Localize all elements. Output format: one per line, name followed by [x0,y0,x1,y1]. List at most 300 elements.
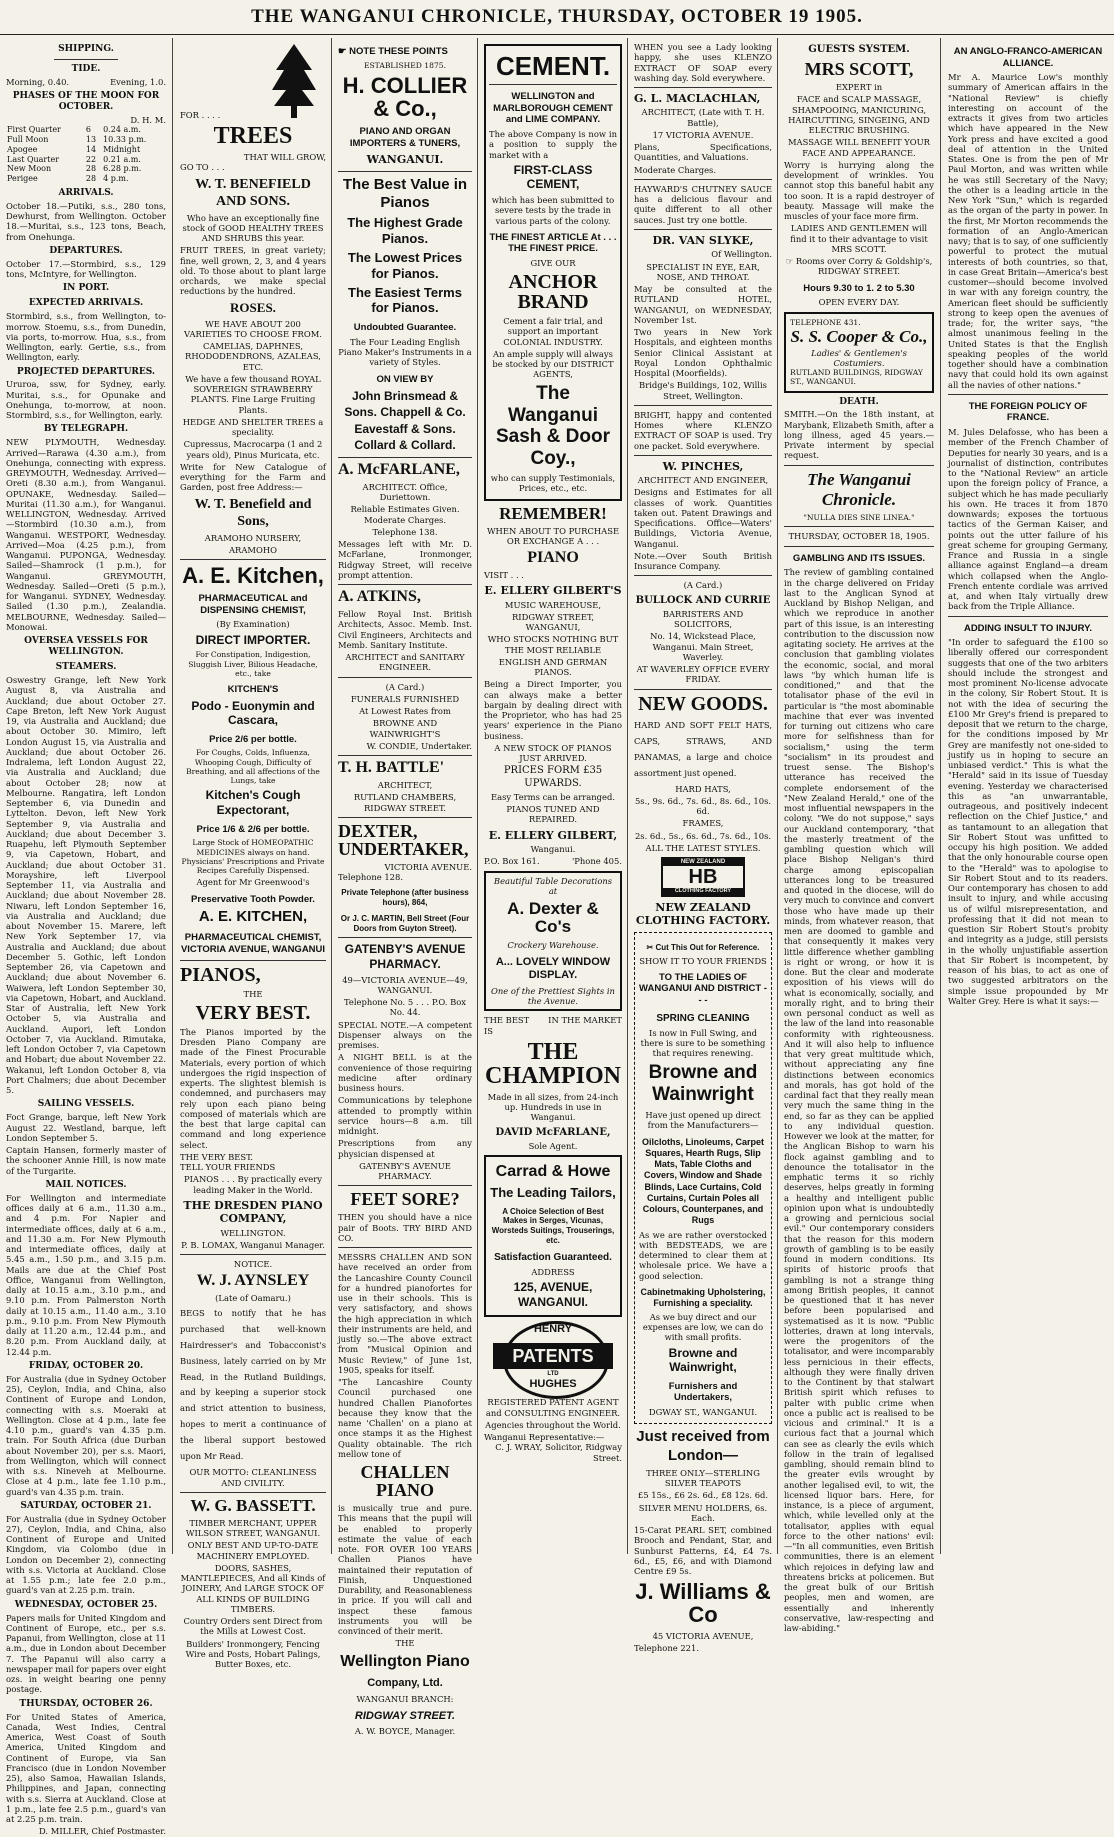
section-heading: SHIPPING. [58,44,114,54]
ad-headline: CHALLEN PIANO [360,1462,450,1501]
article-heading: AN ANGLO-FRANCO-AMERICAN ALLIANCE. [953,46,1103,69]
ad-text: Telephone 221. [634,1642,699,1653]
ad-headline: W. G. BASSETT. [190,1495,316,1515]
ad-headline: John Brinsmead & Sons. Chappell & Co. Eavestaff & Sons. Collard & Collard. [344,389,466,452]
logo-text: LTD [547,1371,559,1378]
ad-headline: Browne and Wainwright [648,1061,758,1106]
ad-text: MUSIC WAREHOUSE, [504,599,602,610]
ad-text: THREE ONLY—STERLING SILVER TEAPOTS [646,1467,760,1489]
ad-subhead: Price 2/6 per bottle. [209,733,297,745]
ad-text: THE BEST [484,1015,530,1026]
ad-text: Plans, Specifications, Quantities, and Valuations. [634,142,772,163]
section-heading: SAILING VESSELS. [37,1099,135,1110]
paragraph: Papers mails for United Kingdom and Continent of Europe, etc., per s.s. Papanui, from Wellington, close at 11 a.m., due in London about December 7. The Papanui will also carry a newspaper mail for papers over eight ozs. in weight bearing one penny postage. [6,1612,166,1695]
ad-text: Of Wellington. [711,249,772,260]
dexter-advert [484,871,622,1012]
ad-text: Telephone 128. [338,872,403,883]
tide-times [6,77,166,87]
ad-headline: CEMENT. [495,51,611,81]
ad-text: 15-Carat PEARL SET, combined Brooch and Pendant, Star, and Sunburst Patterns, £4, £4 7s. 6d., £5, £6, and with Diamond Centre £9 5s. [634,1525,772,1577]
ad-headline: MRS SCOTT, [804,59,914,80]
section-heading: WEDNESDAY, OCTOBER 25. [14,1599,158,1610]
ad-subhead: SPRING CLEANING [656,1012,750,1024]
column-rule [172,38,173,1554]
cooper-advert [784,312,934,393]
ad-headline: The Leading Tailors, [490,1184,616,1200]
ad-text: HEDGE AND SHELTER TREES a speciality. [182,416,324,438]
ad-text: GATENBY'S AVENUE PHARMACY. [359,1160,451,1182]
ad-text: OUR MOTTO: CLEANLINESS AND CIVILITY. [189,1467,317,1488]
ad-headline: W. PINCHES, [662,459,744,473]
article-heading: THE FOREIGN POLICY OF FRANCE. [968,400,1088,424]
column-rule [331,38,332,1554]
moon-columns: D. H. M. [130,115,166,126]
ad-text: Beautiful Table Decorations at [493,875,613,896]
ad-text: THE VERY BEST. [180,1151,254,1162]
ad-text: THEN you should have a nice pair of Boots. TRY BIRD AND CO. [338,1212,472,1243]
ad-text: OPEN EVERY DAY. [818,297,900,308]
ad-text: GO TO . . . [180,162,225,173]
ad-text: Country Orders sent Direct from the Mills at Lowest Cost. [183,1616,323,1637]
section-heading: BY TELEGRAPH. [43,424,129,435]
ad-headline: DIRECT IMPORTER. [195,632,311,647]
editorial-date: THURSDAY, OCTOBER 18, 1905. [788,531,930,542]
ad-headline: Carrad & Howe [495,1162,611,1180]
ad-text: RUTLAND BUILDINGS, RIDGWAY ST., WANGANUI. [790,368,923,387]
ad-text: BROWNE AND WAINWRIGHT'S [369,718,441,739]
ad-text: 49—VICTORIA AVENUE—49, WANGANUI. [342,974,468,995]
ad-text: NOTICE. [233,1259,273,1270]
ad-headline: THE CHAMPION [485,1038,621,1089]
table-row: First Quarter 6 0.24 a.m. [7,125,141,135]
masthead: THE WANGANUI CHRONICLE, THURSDAY, OCTOBER 19 1905. [0,0,1114,35]
ad-text: FACE and SCALP MASSAGE, SHAMPOOING, MANICURING, HAIRCUTTING, SINGEING, AND ELECTRIC BRUSHING. [788,94,930,136]
ad-text: Ladies' & Gentlemen's Costumiers. [811,347,907,368]
ad-text: 2s. 6d., 5s., 6s. 6d., 7s. 6d., 10s. [634,830,772,841]
section-heading: FRIDAY, OCTOBER 20. [28,1360,144,1371]
ad-text: A. W. BOYCE, Manager. [354,1726,456,1737]
ad-text: DOORS, SASHES, MANTLEPIECES, And all Kinds of JOINERY, And LARGE STOCK OF ALL KINDS OF BUILDING TIMBERS. [180,1562,326,1614]
ad-headline: BULLOCK AND CURRIE [635,594,771,606]
ad-text: FRUIT TREES, in great variety; fine, well grown, 2, 3, and 4 years old. To those about to plant large orchards, we make special reductions by the hundred. [180,245,326,297]
ad-text: Messages left with Mr. D. McFarlane, Ironmonger, Ridgway Street, will receive prompt attention. [338,539,472,580]
ad-headline: GUESTS SYSTEM. [808,44,910,55]
ad-headline: DR. VAN SLYKE, [652,233,754,247]
ad-text: Note.—Over South British Insurance Company. [634,550,772,572]
ad-text: Designs and Estimates for all classes of work. Quantities taken out. Patent Drawings and Specifications. Office—Waters' Buildings, Victoria Avenue, Wanganui. [634,487,772,549]
ad-headline: ANCHOR BRAND [508,271,598,314]
ad-text: 17 VICTORIA AVENUE. [652,129,754,140]
ad-text: Have just opened up direct from the Manufacturers— [645,1110,761,1131]
ad-headline: ROSES. [230,299,276,315]
ad-text: is musically true and pure. This means that the pupil will be enabled to properly estimate the value of each note. FOR OVER 100 YEARS Challen Pianos have maintained their reputation of Finish, Unquestioned Durability, and Reasonableness in price. If you will call and inspect these famous instruments you will be convinced of their merit. [338,1503,472,1637]
column-rule [940,38,941,1554]
ad-headline: PIANO [527,549,579,567]
ad-text: BEGS to notify that he has purchased that well-known Hairdresser's and Tobacconist's Business, lately carried on by Mr Read, in the Rutland Buildings, and by keeping a superior stock and strict attention to business, hopes to merit a continuance of the liberal support bestowed upon Mr Read. [180,1307,326,1462]
ad-text: P. B. LOMAX, Wanganui Manager. [181,1239,325,1250]
ad-text: P.O. Box 161. [484,856,540,867]
ad-text: PRICES FORM £35 UPWARDS. [503,765,603,789]
ad-subhead: Preservative Tooth Powder. [191,893,315,905]
ad-text: Crockery Warehouse. [507,939,599,950]
ad-headline: The Best Value in Pianos [342,175,468,211]
ad-text: ENGLISH AND GERMAN PIANOS. [498,656,608,678]
newspaper-motto: "NULLA DIES SINE LINEA." [803,513,915,523]
ad-subhead: ✂ Cut This Out for Reference. [646,942,760,952]
ad-headline: Browne and Wainwright, [668,1345,738,1375]
ad-text: PIANOS . . . By practically every leading Maker in the World. [183,1174,322,1195]
shipping-column [2,40,170,1837]
ad-subhead: PIANO AND ORGAN IMPORTERS & TUNERS, [349,126,461,149]
ad-subhead: Undoubted Guarantee. [353,322,457,334]
newspaper-nameplate: The Wanganui Chronicle. [807,469,911,510]
ad-text: Easy Terms can be arranged. [490,791,616,802]
ad-text: W. CONDIE, Undertaker. [366,740,472,751]
ad-text: ARCHITECT, (Late with T. H. Battle), [641,107,765,128]
ad-headline: Podo - Euonymin and Cascara, [191,698,315,728]
ad-text: A NEW STOCK OF PIANOS JUST ARRIVED. [494,742,612,764]
ad-text: May be consulted at the RUTLAND HOTEL, WANGANUI, on WEDNESDAY, November 1st. [634,284,772,325]
table-row: Full Moon 13 10.33 p.m. [7,135,147,145]
section-heading: DEATH. [839,396,879,407]
ad-headline: The Lowest Prices for Pianos. [347,249,463,281]
ad-text: AT WAVERLEY OFFICE EVERY FRIDAY. [636,664,770,685]
ad-headline: A. ATKINS, [338,588,421,606]
ad-headline: W. T. Benefield and Sons, [194,496,312,529]
ad-text: RIDGWAY STREET, WANGANUI, [512,611,594,633]
article-body: M. Jules Delafosse, who has been a member of the French Chamber of Deputies for nearly 30 years, and is a journalist of distinction, contributes to the "National Review" an article upon the foreign policy of France, a subject which he has made peculiarly his own. He traces it from 1870 downwards; exposes the tortuous tactics of the German Kaiser, and points out the utter failure of his great scheme for grouping Germany, France and Russia in a single alliance against England—a dream which collapsed when the Anglo-French entente cordiale was arrived at, and when Italy virtually drew back from the Triple Alliance. [948,427,1108,612]
ad-text: At Lowest Rates from [359,706,451,717]
table-row: New Moon 28 6.28 p.m. [7,164,142,174]
ad-subhead: Hours 9.30 to 1. 2 to 5.30 [803,282,915,294]
ad-text: ARCHITECT. Office, Duriettown. [362,481,448,503]
logo-text: HUGHES [529,1378,577,1391]
ad-text: Bridge's Buildings, 102, Willis Street, Wellington. [639,380,767,401]
ad-text: An ample supply will always be stocked by our DISTRICT AGENTS, [492,348,614,380]
ad-text: RUTLAND CHAMBERS, RIDGWAY STREET. [353,792,457,813]
section-heading: PHASES OF THE MOON FOR OCTOBER. [12,91,160,113]
advert-column-3 [334,40,476,1737]
paragraph: Captain Hansen, formerly master of the schooner Annie Hill, is now mate of the Turgarite. [6,1145,166,1176]
section-heading: ARRIVALS. [58,187,114,198]
paragraph: For Australia (due in Sydney October 25), Ceylon, India, and China, also Continent of Europe and London, connecting with s.s. Moeraki at Wellington. Close at 4 p.m., late fee 4.10 p.m., guard's van 4.35 p.m. train. For South Africa (due Durban about November 20), per s.s. Maori, from Wellington, which will connect with s.s. Nineveh at Melbourne. Close at 4 p.m., late fee 1.10 p.m., guard's van 4.35 p.m. train. [6,1373,166,1497]
tree-icon [266,40,322,120]
tide-evening: Evening, 1.0. [110,76,166,87]
ad-text: SHOW IT TO YOUR FRIENDS [639,955,767,966]
ad-text: For Constipation, Indigestion, Sluggish Liver, Bilious Headache, etc., take [188,650,318,678]
logo-text: CLOTHING FACTORY [663,888,743,895]
paragraph: For United States of America, Canada, West Indies, Central America, West Coast of South America, United Kingdom and Continent of Europe, via San Francisco (due in London November 25), also Samoa, Hawaiian Islands, Philippines, and Japan, connecting with s.s. Sierra at Auckland. Close at 1 p.m., late fee 2.5 p.m., guard's van at 2.25 p.m. train. [6,1711,166,1825]
ad-text: IS [484,1025,494,1036]
section-heading: PROJECTED DEPARTURES. [16,366,156,377]
ad-headline: The Easiest Terms for Pianos. [348,284,462,316]
ad-text: £5 15s., £6 2s. 6d., £8 12s. 6d. [637,1490,769,1501]
signature: D. MILLER, Chief Postmaster. [39,1826,166,1837]
ad-text: One of the Prettiest Sights in the Avenue. [491,985,615,1006]
ad-text: WHO STOCKS NOTHING BUT THE MOST RELIABLE [487,634,619,655]
ad-subhead: ON VIEW BY [376,373,434,385]
ad-text: (By Examination) [216,619,290,630]
ad-text: Reliable Estimates Given. Moderate Charges. [350,504,460,525]
nzcf-logo [661,857,745,897]
ad-subhead: ☛ NOTE THESE POINTS [338,46,448,57]
ad-headline: T. H. BATTLE' [338,759,445,777]
ad-text: IN THE MARKET [548,1015,622,1026]
advert-column-5 [630,40,776,1653]
ad-text: The Four Leading English Piano Maker's Instruments in a variety of Styles. [338,336,472,368]
article-body: "In order to safeguard the £100 so liberally offered our correspondent suggests that one of the two arbiters should include the strongest and most prominent No-license advocate in the colony, Sir Robert Stout. It is not with the idea of securing the £100 Mr Grey's friend is prepared to deposit that we return to the charge, for the conditions imposed by Mr Grey are manifestly not one-sided to justify us in hoping to secure an unbiased verdict." This is what the "Herald" said in its issue of Tuesday evening. Yesterday we characterised this as "an unwarrantable, outrageous, and positively indecent reflection on the Chief Justice," and as tantamount to an allegation that Sir Robert Stout was unfitted to occupy his high position. We added that the only honourable course open to the "Herald" was to apologise to Sir Robert Stout and to its readers. Our contemporary has chosen to add insult to injury, and while accusing us of wilful misrepresentation, and professing that it did not mean to question Sir Robert Stout's probity and integrity as a judge, still persists in the wholly unjustifiable assertion that Sir Robert is incompetent, by reason of his bias, to act as one of two suggested arbitrators on the simple issue propounded by Mr Walter Grey. Here is what it says:— [948,637,1108,1006]
section-heading: THURSDAY, OCTOBER 26. [19,1698,153,1709]
ad-text: WE HAVE ABOUT 200 VARIETIES TO CHOOSE FROM. [184,318,322,339]
ad-subhead: Furnishers and Undertakers, [668,1380,738,1404]
paragraph: For Wellington and intermediate offices daily at 6 a.m., 11.30 a.m., and 4 p.m. For Napier and intermediate offices, daily at 6 a.m., and 11.30 a.m. For New Plymouth and intermediate offices, daily at 5.45 a.m., 1.50 p.m., and 3.15 p.m. Mails are due at the Chief Post Office, Wanganui from Wellington, daily at 10.15 a.m., 3.10 p.m., and 9.10 p.m. From Palmerston North daily at 10.15 a.m., 11.40 a.m., 3.10 p.m., 9.10 p.m. From New Plymouth daily at 11.20 a.m., 12.44 p.m., and 8.20 p.m. From Auckland daily, at 12.44 p.m. [6,1192,166,1357]
article-body: The review of gambling contained in the charge delivered on Friday last to the Anglican Synod at Auckland by Bishop Neligan, and which we reproduce in another part of this issue, is an interesting contribution to the discussion now agitating society. He arrives at the conclusion that gambling violates the economic, social, and moral laws "by which human life is conditioned," and that the totalisator phase of the evil in particular is "the most abominable machine that ever was invented for turning out citizens who care more for selfishness than for socialism," using the term "socialism" in its proudest and truest sense. The Bishop's utterance has received the complete endorsement of the "New Zealand Herald," one of the most influential newspapers in the colony. "We do not suppose," says our Auckland contemporary, "that the masterly treatment of the gambling question which will place Bishop Neligan's third charge among episcopalian utterances long to be treasured and quoted in the diocese, will do very much to convince and convert those who have made up their minds, from whatever reason, that men are doomed to gamble and that consequently it makes very little difference whether gambling is right or wrong, or how it is done. But the clear and moderate exposition of his views will do what is economically, socially, and morally right, and to bring their own personal conduct as well as the law of the land into reasonable conformity with righteousness. And it will also help to influence that very great multitude which, without appreciating any fine distinctions between economics and morals, has got hold of the cardinal fact that they really mean very much the same thing in the end, so far as they can be applied to any individual question. However we look at the matter, for the Anglican Bishop to warn his flock against gambling and to denounce the totalisator in the emphatic terms it so richly deserves, helps greatly in forming a healthy and intelligent public opinion upon what is undoubtedly a growing and pernicious social evil." Our contemporary considers that the reason for this modern growth of gambling is to be easily found in modern conditions. Its spirits of historic proofs that gambling is not a strange thing among British peoples, it cannot be questioned that it has never before been popularised and systematised as it is now. "Public lotteries, drawn at long intervals, were the progenitors of the totalisator, and were incomparably less pernicious in their effects, although they were finally driven to the Continent by that stalwart British spirit which refuses to palter with public crime when once a public act is realised to be vicious and criminal." It is a curious fact that a journal which can see as clearly the evils which follow in the train of legalised gambling, should remain blind to the greater evils wrought by another legalised evil, to wit, the licensed liquor bars. Here, for instance, is a piece of argument, which, while levelled only at the totalisator, applies with equal force to the other nations' evil:—"In all communities, even British communities, there is an element which rejoices in defying law and threatens bricks at policemen. But the great bulk of our British peoples, men and women, are essentially and inherently conservative, law-respecting and law-abiding." [784,567,934,1634]
ad-text: Two years in New York Hospitals, and eighteen months Senior Clinical Assistant at Royal London Ophthalmic Hospital (Moorfields). [634,327,772,379]
patents-logo [493,1321,613,1393]
ad-text: EXPERT in [835,82,883,93]
ad-text: Cupressus, Macrocarpa (1 and 2 years old), Pinus Muricata, etc. [183,439,323,460]
ad-text: TELL YOUR FRIENDS [180,1162,276,1173]
ad-text: GIVE OUR [530,257,576,268]
ad-text: ONLY BEST AND UP-TO-DATE MACHINERY EMPLOYED. [187,1540,319,1561]
section-heading: STEAMERS. [55,662,117,673]
ad-text: which has been submitted to severe tests by the trade in various parts of the colony. [491,195,615,226]
ad-text: THAT WILL GROW, [243,152,326,162]
ad-text: ☞ Rooms over Corry & Goldship's, RIDGWAY STREET. [785,256,933,277]
ad-text: Communications by telephone attended to promptly within service hours—8 a.m. till midnight. [338,1095,472,1137]
ad-text: No. 14, Wickstead Place, Wanganui. Main Street, Waverley. [650,631,756,662]
ad-text: Wanganui Representative:— [484,1432,605,1443]
ad-headline: TREES [213,123,293,149]
ad-text: HARD AND SOFT FELT HATS, CAPS, STRAWS, AND PANAMAS, a large and choice assortment just opened. [634,719,772,778]
ad-text: As we buy direct and our expenses are low, we can do with small profits. [642,1311,764,1343]
ad-text: VISIT . . . [484,570,524,581]
ad-headline: GATENBY'S AVENUE PHARMACY. [344,942,466,972]
ad-headline: Kitchen's Cough Expectorant, [205,788,301,818]
ad-subhead: PHARMACEUTICAL CHEMIST, VICTORIA AVENUE, WANGANUI [180,932,326,955]
carrad-advert [484,1155,622,1317]
ad-headline: The Wanganui Sash & Door Coy., [495,382,611,470]
ad-text: HAYWARD'S CHUTNEY SAUCE has a delicious flavour and quite different to all other sauces. Just try one bottle. [634,183,772,225]
ad-text: 45 VICTORIA AVENUE, [652,1630,754,1641]
ad-text: Cement a fair trial, and support an important COLONIAL INDUSTRY. [503,316,603,347]
ad-text: THE [243,988,263,999]
ad-text: FOR . . . . [180,109,221,120]
ad-headline: THE DRESDEN PIANO COMPANY, [183,1198,323,1226]
ad-text: WHEN ABOUT TO PURCHASE OR EXCHANGE A . . . [486,525,620,546]
section-heading: TIDE. [71,63,101,74]
ad-headline: W. T. BENEFIELD AND SONS. [195,176,311,209]
ad-headline: NEW GOODS. [638,692,768,715]
table-row: Apogee 14 Midnight [7,144,141,154]
column-rule [777,38,778,1554]
ad-text: (A Card.) [385,681,425,692]
ad-text: SPECIAL NOTE.—A competent Dispenser always on the premises. [338,1019,472,1051]
ad-headline: FIRST-CLASS CEMENT, [513,162,593,192]
ad-text: Telephone No. 5 . . . P.O. Box No. 44. [343,997,467,1018]
ad-text: C. J. WRAY, Solicitor, Ridgway Street. [495,1442,622,1463]
ad-text: TIMBER MERCHANT, UPPER WILSON STREET, WANGANUI. [185,1517,321,1539]
ad-subhead: RIDGWAY STREET. [354,1709,456,1722]
pointing-hand-icon: ☛ [338,46,347,57]
ad-text: (A Card.) [683,580,723,591]
ad-text: HARD HATS, [675,783,731,794]
ad-subhead: Price 1/6 & 2/6 per bottle. [196,823,310,835]
pointing-hand-icon: ☞ [785,256,794,267]
ad-text: Fellow Royal Inst. British Architects, Assoc. Memb. Inst. Civil Engineers, Architects and Memb. Sanitary Institute. [338,609,472,650]
ad-text: Builders' Ironmongery, Fencing Wire and Posts, Hobart Palings, Butter Boxes, etc. [185,1638,321,1670]
ad-text: A NIGHT BELL is at the convenience of those requiring medicine after ordinary business hours. [338,1052,472,1094]
ad-text: The above Company is now in a position to supply the market with a [489,129,617,160]
ad-text: Sole Agent. [528,1140,578,1151]
ad-text: For Coughs, Colds, Influenza, Whooping Cough, Difficulty of Breathing, and all affections of the Lungs, take [186,748,320,786]
section-heading: EXPECTED ARRIVALS. [28,298,144,309]
ad-text: Large Stock of HOMEOPATHIC MEDICINES always on hand. Physicians' Prescriptions and Private Recipes Carefully Dispensed. [181,838,325,876]
ad-headline: E. ELLERY GILBERT, [488,828,618,842]
ad-text: ARCHITECT, [377,780,433,791]
ad-subhead: WANGANUI. [366,153,444,167]
logo-text: HENRY [533,1323,573,1336]
ad-text: BARRISTERS AND SOLICITORS, [662,608,744,630]
article-heading: ADDING INSULT TO INJURY. [963,622,1093,634]
paragraph: Foct Grange, barque, left New York August 22. Westland, barque, left London September 5. [6,1112,166,1143]
ad-text: Prescriptions from any physician dispensed at [338,1138,472,1159]
ad-headline: The Highest Grade Pianos. [347,215,463,247]
ad-subhead: Or J. C. MARTIN, Bell Street (Four Doors from Guyton Street). [340,913,470,933]
ad-text: ARCHITECT and SANITARY ENGINEER. [345,652,465,673]
ad-headline: W. J. AYNSLEY [196,1272,310,1290]
ad-text: Wanganui. [530,844,576,854]
ad-text: LADIES AND GENTLEMEN will find it to their advantage to visit MRS SCOTT. [790,223,928,254]
paragraph: Ururoa, ssw, for Sydney, early. Muritai, s.s., for Opunake and Onehunga, to-morrow, at noon. Stormbird, s.s., for Wellington, early. [6,379,166,421]
ad-text: SILVER MENU HOLDERS, 6s. Each. [638,1502,768,1523]
ad-text: The Pianos imported by the Dresden Piano Company are made of the Finest Procurable Materials, every portion of which undergoes the rigid inspection of experts. The slightest blemish is condemned, and purchasers may rely upon each piano being composed of materials which are the best that large capital can command and long experience select. [180,1026,326,1150]
ad-text: 'Phone 405. [571,856,622,867]
ad-headline: G. L. MACLACHLAN, [634,92,761,105]
ad-text: WANGANUI BRANCH: [356,1693,454,1704]
ad-headline: DAVID McFARLANE, [495,1126,611,1138]
ad-headline: Just received from London— [636,1428,770,1464]
ad-subhead: KITCHEN'S [227,684,279,696]
ad-headline: A. McFARLANE, [338,460,460,478]
ad-text: WELLINGTON. [220,1227,286,1238]
paragraph: For Australia (due in Sydney October 27), Ceylon, India, and China, also Continent of Europe and United Kingdom, via Colombo (due in London on December 2), connecting with s.s. Victoria at Auckland. Close at 1.55 p.m.; late fee 2.0 p.m., guard's van at 2.25 p.m. train. [6,1513,166,1596]
section-heading: MAIL NOTICES. [45,1179,127,1190]
article-heading: GAMBLING AND ITS ISSUES. [792,552,926,564]
ad-text: Agencies throughout the World. [485,1419,621,1430]
ad-text: ADDRESS [531,1266,575,1277]
ad-text: Agent for Mr Greenwood's [196,877,310,888]
ad-text: MESSRS CHALLEN AND SON have received an order from the Lancashire County Council for a hundred pianofortes for use in their schools. This is very satisfactory, and shows the high appreciation in which their instruments are held, and justly so.—The above extract from "Musical Opinion and Music Review," of June 1st, 1905, speaks for itself. [338,1252,472,1375]
ad-text: ARAMOHO NURSERY, [204,532,302,543]
ad-headline: A. Dexter & Co's [507,899,599,936]
ad-text: We have a few thousand ROYAL SOVEREIGN STRAWBERRY PLANTS. Fine Large Fruiting Plants. [185,373,321,415]
paragraph: Oswestry Grange, left New York August 8, via Australia and Auckland; due about October 27. Cape Breton, left New York August 19, via Australia and Auckland; due about October 30. Mimiro, left London August 15, via Australia and Auckland; due about October 26. Indralema, left London August 22, via Australia and Auckland; due about October 28; now at Melbourne. Rangatira, left London September 6, via Dunedin and Lyttelton. Devon, left New York September 9, via Australia and Auckland; due about December 3. Ruapehu, left Plymouth September 9, via Capetown, Hobart, and Auckland; due about October 31. Morayshire, left Liverpool September 11, via Australia and Auckland; due about November 28. Niwaru, left London September 16, via Australia and Auckland; due about November 15. Marere, left New York September 17, via Australia and Auckland; due about December 5. Gothic, left London September 26, via Capetown and Auckland; due about November 6. Waiwera, left London September 30, via Capetown, Hobart, and Auckland. Star of Australia, left New York October 5, via Australia and Auckland. Aupori, left London October 7, via Auckland. Rimutaka, left London October 7, via Capetown and Hobart; due about November 22. Wakanui, left London October 8, via Port Chalmers; due about December 5. [6,675,166,1096]
ad-subhead: Cabinetmaking Upholstering, Furnishing a speciality. [640,1286,766,1308]
ad-text: "The Lancashire County Council purchased one hundred Challen Pianofortes because they know that the name 'Challen' on a piano at once stamps it as the Highest Quality obtainable. The rich mellow tone of [338,1377,472,1459]
logo-text: NEW ZEALAND [663,859,743,866]
paragraph: October 17.—Stormbird, s.s., 129 tons, McIntyre, for Wellington. [6,258,166,280]
editorial-column-7 [944,40,1112,1552]
ad-subhead: WELLINGTON and MARLBOROUGH CEMENT and LIME COMPANY. [493,91,613,126]
ad-text: TELEPHONE 431. [790,317,861,327]
ad-subhead: A Choice Selection of Best Makes in Serges, Vicunas, Worsteds Suitings, Trouserings, etc. [491,1206,615,1245]
moon-table [6,125,166,184]
ad-subhead: THE FINEST ARTICLE At . . . THE FINEST PRICE. [489,231,617,255]
cement-advert [484,44,622,501]
ad-text: REGISTERED PATENT AGENT and CONSULTING ENGINEER. [485,1397,621,1418]
column-rule [477,38,478,1554]
ad-text: Who have an exceptionally fine stock of GOOD HEALTHY TREES AND SHRUBS this year. [182,212,324,244]
tide-morning: Morning, 0.40. [6,76,70,87]
section-heading: SATURDAY, OCTOBER 21. [20,1500,152,1511]
ad-text: Write for New Catalogue of everything for the Farm and Garden, post free Address:— [180,461,326,493]
ad-headline: S. S. Cooper & Co., [790,326,928,346]
ad-headline: H. COLLIER & Co., [342,72,468,121]
advert-column-2 [176,40,330,1670]
ad-subhead: Oilcloths, Linoleums, Carpet Squares, Hearth Rugs, Slip Mats, Table Cloths and Covers, Window and Shade Blinds, Lace Curtains, Cold Curtains, Curtain Poles all Colours, Counterpanes, and Rugs [641,1136,765,1226]
ad-text: BRIGHT, happy and contented Homes where KLENZO EXTRACT OF SOAP is used. Try one packet. Sold everywhere. [634,409,772,451]
ad-text: 5s., 9s. 6d., 7s. 6d., 8s. 6d., 10s. 6d. [634,795,772,817]
spring-cleaning-advert [634,932,772,1424]
ad-text: Made in all sizes, from 24-inch up. Hundreds in use in Wanganui. [487,1091,619,1123]
ad-headline: DEXTER, UNDERTAKER, [338,820,469,859]
logo-text: PATENTS [493,1343,613,1369]
section-heading: IN PORT. [62,283,110,294]
ad-text: FRAMES, [682,818,724,829]
ad-subhead: Satisfaction Guaranteed. [494,1251,612,1263]
ad-subhead: Private Telephone (after business hours), 864, [341,888,469,908]
ad-headline: 125, AVENUE, WANGANUI. [513,1280,593,1309]
ad-headline: E. ELLERY GILBERT'S [484,584,622,598]
ad-text: Moderate Charges. [634,164,716,175]
scissors-icon: ✂ [646,942,654,952]
ad-headline: VERY BEST. [195,1001,311,1024]
article-body: Mr A. Maurice Low's monthly summary of American affairs in the "National Review" is chiefly interesting on account of the extracts it gives from two articles which have appeared in the New York press and have excited a good deal of attention in the United States. One is from the pen of Mr Paul Morton, and was written while he was still Secretary of the Navy; the other is a leading article in the New York "Sun," which is regarded as the organ of the party in power. In the first, Mr Morton recommends the formation of an Anglo-American navy; that is to say, of one sufficiently powerful to protect the mutual interests of both countries, so that, in case Great Britain—America's best customer—should become involved in war with any foreign country, the American fleet should be sufficiently strong to keep open the avenues of trade; for, the writer says, "the almost unanimous feeling in the United States is that the English speaking peoples of the world together should have a combination navy that could hold its own against all the navies of other nations." [948,72,1108,390]
paragraph: October 18.—Putiki, s.s., 280 tons, Dewhurst, from Wellington. October 18.—Muritai, s.s., 123 tons, Beach, from Onehunga. [6,200,166,242]
ad-text: PIANOS TUNED AND REPAIRED. [506,804,600,825]
ad-text: DGWAY ST., WANGANUI. [648,1406,758,1417]
ad-text: Worry is hurrying along the development of wrinkles. You cannot stop this baneful habit any too soon. It is a rapid destroyer of beauty. Massage will make the muscles of your face more firm. [784,159,934,222]
advert-column-4 [480,40,626,1552]
ad-headline: NEW ZEALAND CLOTHING FACTORY. [635,901,771,928]
ad-text: Telephone 138. [372,526,438,537]
ad-headline: Wellington Piano [340,1652,470,1670]
ad-subhead: TO THE LADIES OF WANGANUI AND DISTRICT - - - [639,971,767,1007]
ad-headline: A. E. Kitchen, [182,563,324,589]
ad-text: ARCHITECT AND ENGINEER, [637,475,769,486]
ad-headline: FEET SORE? [350,1189,460,1210]
ad-text: SPECIALIST IN EYE, EAR, NOSE, AND THROAT. [646,261,760,282]
paragraph: SMITH.—On the 18th instant, at Marybank, Elizabeth Smith, after a long illness, aged 45 years.—Private interment by special request. [784,409,934,461]
ad-text: Is now in Full Swing, and there is sure to be something that requires renewing. [640,1027,766,1059]
table-row: Last Quarter 22 0.21 a.m. [7,154,141,164]
ad-text: WHEN you see a Lady looking happy, she uses KLENZO EXTRACT OF SOAP every washing day. Sold everywhere. [634,42,772,83]
ad-subhead: A... LOVELY WINDOW DISPLAY. [495,955,611,982]
table-row: Perigee 28 4 p.m. [7,174,129,184]
ad-headline: A. E. KITCHEN, [198,908,308,926]
ad-headline: REMEMBER! [499,503,607,523]
editorial-column-6 [780,40,938,1634]
ad-text: who can supply Testimonials, Prices, etc., etc. [490,473,616,494]
logo-text: HB [688,866,718,889]
section-heading: OVERSEA VESSELS FOR WELLINGTON. [24,636,148,658]
ad-text: ALL THE LATEST STYLES. [645,842,761,853]
ad-text: MASSAGE WILL BENEFIT YOUR FACE AND APPEARANCE. [787,137,930,158]
ad-headline: PIANOS, [180,963,261,986]
ad-subhead: Company, Ltd. [367,1677,443,1690]
ad-text: (Late of Oamaru.) [215,1293,291,1304]
